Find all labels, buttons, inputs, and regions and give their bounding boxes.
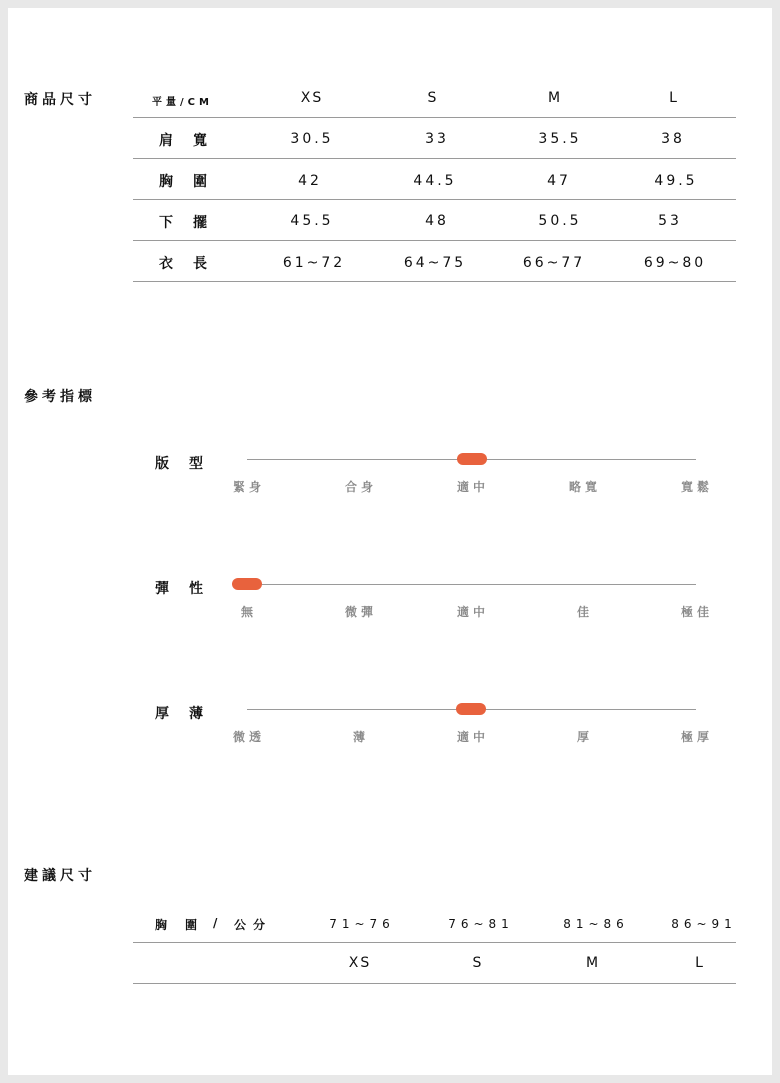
indicator-option: 微透 <box>232 730 266 744</box>
row-label-char: 下 <box>159 215 173 231</box>
table-cell: 64~75 <box>403 255 467 271</box>
table-cell: 69~80 <box>643 255 707 271</box>
indicator-option: 適中 <box>456 730 490 744</box>
row-label-char: 肩 <box>159 133 173 149</box>
header-char: 胸 <box>155 918 168 932</box>
indicator-option: 薄 <box>352 730 370 744</box>
size-header-xs: XS <box>300 90 324 106</box>
suggested-size: L <box>695 955 705 971</box>
indicators-title: 參考指標 <box>24 389 96 405</box>
indicator-option: 合身 <box>344 480 378 494</box>
row-label-char: 胸 <box>159 174 173 190</box>
size-chart-page <box>8 8 772 1075</box>
indicator-option: 極佳 <box>680 605 714 619</box>
indicator-label-char: 厚 <box>155 706 169 722</box>
table-cell: 61~72 <box>282 255 346 271</box>
row-label-char: 圍 <box>193 174 207 190</box>
table-cell: 45.5 <box>290 213 334 229</box>
size-header-m: M <box>547 90 563 106</box>
header-char: 分 <box>253 918 266 932</box>
chest-range: 86~91 <box>671 917 737 931</box>
suggested-size: S <box>472 955 484 971</box>
indicator-option: 適中 <box>456 605 490 619</box>
indicator-option: 厚 <box>576 730 594 744</box>
indicator-option: 略寬 <box>568 480 602 494</box>
table-divider <box>133 942 736 943</box>
header-char: 公 <box>234 918 247 932</box>
size-header-s: S <box>427 90 439 106</box>
table-cell: 53 <box>658 213 682 229</box>
table-cell: 44.5 <box>413 173 457 189</box>
table-divider <box>133 158 736 159</box>
table-cell: 38 <box>661 131 685 147</box>
indicator-option: 極厚 <box>680 730 714 744</box>
indicator-option: 無 <box>240 605 258 619</box>
table-cell: 30.5 <box>290 131 334 147</box>
table-cell: 33 <box>425 131 449 147</box>
table-divider <box>133 240 736 241</box>
indicator-label-char: 性 <box>189 581 203 597</box>
indicator-option: 緊身 <box>232 480 266 494</box>
size-table-title: 商品尺寸 <box>24 92 96 108</box>
table-cell: 42 <box>298 173 322 189</box>
table-divider <box>133 117 736 118</box>
indicator-knob <box>457 453 487 465</box>
indicator-option: 微彈 <box>344 605 378 619</box>
table-cell: 49.5 <box>654 173 698 189</box>
indicator-option: 適中 <box>456 480 490 494</box>
indicator-option: 寬鬆 <box>680 480 714 494</box>
indicator-label-char: 薄 <box>189 706 203 722</box>
indicator-label-char: 彈 <box>155 581 169 597</box>
header-char: / <box>213 916 218 930</box>
chest-range: 76~81 <box>448 917 514 931</box>
header-char: 圍 <box>185 918 198 932</box>
table-divider <box>133 281 736 282</box>
indicator-option: 佳 <box>576 605 594 619</box>
table-cell: 35.5 <box>538 131 582 147</box>
row-label-char: 衣 <box>159 256 173 272</box>
table-cell: 48 <box>425 213 449 229</box>
indicator-knob <box>232 578 262 590</box>
suggested-title: 建議尺寸 <box>24 868 96 884</box>
size-header-l: L <box>669 90 679 106</box>
suggested-size: M <box>585 955 601 971</box>
row-label-char: 寬 <box>193 133 207 149</box>
chest-range: 81~86 <box>563 917 629 931</box>
row-label-char: 長 <box>193 256 207 272</box>
table-divider <box>133 983 736 984</box>
indicator-label-char: 型 <box>189 456 203 472</box>
table-divider <box>133 199 736 200</box>
table-cell: 66~77 <box>522 255 586 271</box>
table-cell: 50.5 <box>538 213 582 229</box>
indicator-label-char: 版 <box>155 456 169 472</box>
row-label-char: 擺 <box>193 215 207 231</box>
chest-range: 71~76 <box>329 917 395 931</box>
indicator-knob <box>456 703 486 715</box>
unit-header: 平量/CM <box>152 97 213 108</box>
indicator-track <box>247 584 696 585</box>
suggested-size: XS <box>348 955 372 971</box>
table-cell: 47 <box>547 173 571 189</box>
